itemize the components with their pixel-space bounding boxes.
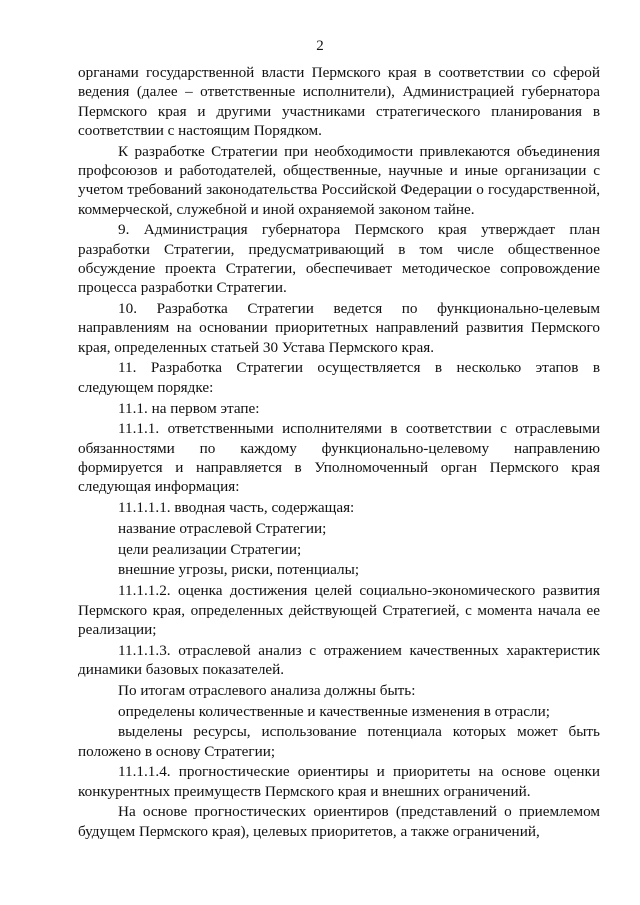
paragraph: 10. Разработка Стратегии ведется по функционально-целевым направлениям на основании приоритетных направлений развития Пермского края, определенных статьей 30 Устава Пермского края. (78, 300, 600, 356)
paragraph: цели реализации Стратегии; (118, 540, 302, 558)
paragraph: определены количественные и качественные изменения в отрасли; (118, 702, 550, 720)
paragraph: название отраслевой Стратегии; (118, 519, 327, 537)
paragraph: 11.1.1.2. оценка достижения целей социально-экономического развития Пермского края, определенных действующей Стратегией, с момента начала ее реализации; (78, 582, 600, 638)
paragraph: 11.1.1.3. отраслевой анализ с отражением качественных характеристик динамики базовых показателей. (78, 641, 600, 678)
paragraph: 9. Администрация губернатора Пермского края утверждает план разработки Стратегии, предусматривающий в том числе общественное обсуждение проекта Стратегии, обеспечивает методическое сопровождение процесса разработки Стратегии. (78, 221, 600, 297)
paragraph: К разработке Стратегии при необходимости привлекаются объединения профсоюзов и работодателей, общественные, научные и иные организации с учетом требований законодательства Российской Федерации о государственной, коммерческой, служебной и иной охраняемой законом тайне. (78, 142, 600, 218)
paragraph: выделены ресурсы, использование потенциала которых может быть положено в основу Стратегии; (78, 723, 600, 760)
paragraph: 11.1.1.4. прогностические ориентиры и приоритеты на основе оценки конкурентных преимуществ Пермского края и внешних ограничений. (78, 763, 600, 800)
document-body (78, 63, 600, 843)
paragraph: внешние угрозы, риски, потенциалы; (118, 561, 360, 579)
paragraph: 11.1. на первом этапе: (118, 399, 260, 417)
paragraph: 11. Разработка Стратегии осуществляется в несколько этапов в следующем порядке: (78, 359, 600, 396)
page-number: 2 (316, 38, 324, 54)
paragraph: 11.1.1.1. вводная часть, содержащая: (118, 499, 355, 517)
paragraph: 11.1.1. ответственными исполнителями в соответствии с отраслевыми обязанностями по каждому функционально-целевому направлению формируется и направляется в Уполномоченный орган Пермского края следующая информация: (78, 420, 600, 496)
paragraph: органами государственной власти Пермского края в соответствии со сферой ведения (далее – ответственные исполнители), Администрацией губернатора Пермского края и другими участниками стратегического планирования в соответствии с настоящим Порядком. (78, 64, 600, 139)
paragraph: На основе прогностических ориентиров (представлений о приемлемом будущем Пермского края), целевых приоритетов, а также ограничений, (78, 803, 600, 840)
paragraph: По итогам отраслевого анализа должны быть: (118, 681, 416, 699)
